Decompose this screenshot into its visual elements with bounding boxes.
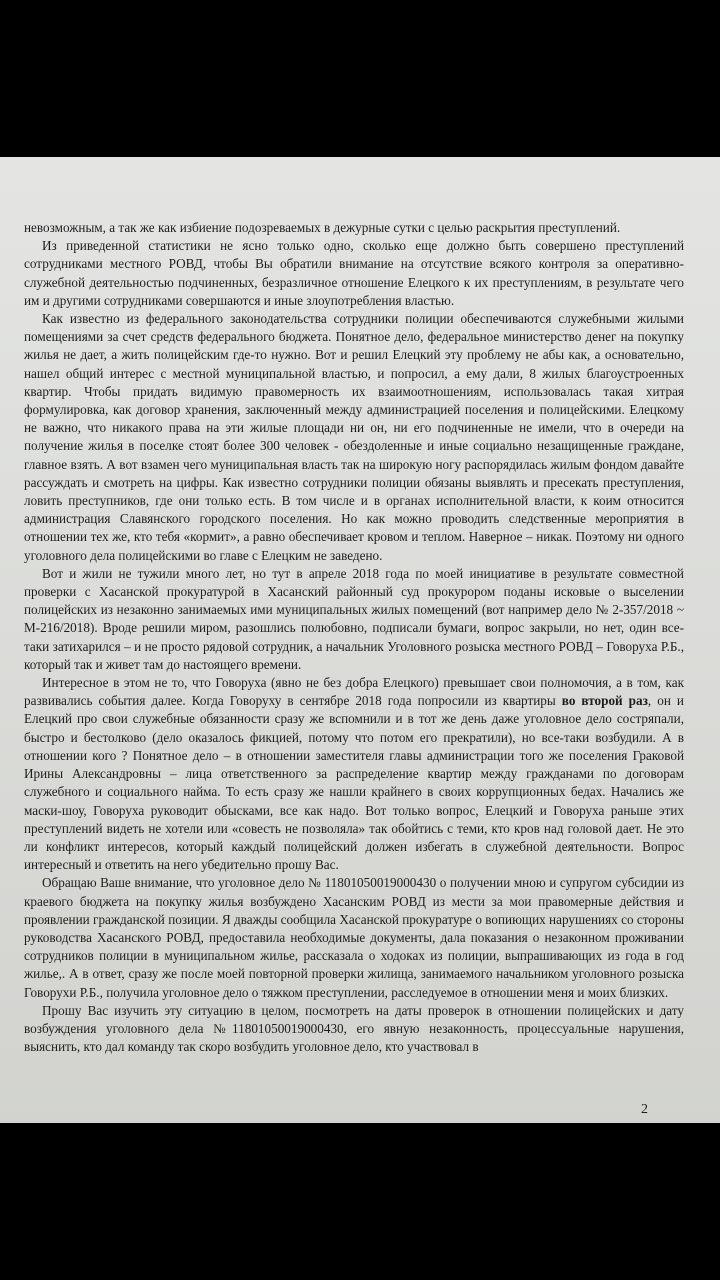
page-number: 2 xyxy=(641,1102,648,1117)
paragraph-1: невозможным, а так же как избиение подозреваемых в дежурные сутки с целью раскрытия преступлений. xyxy=(24,220,621,235)
paragraph-5 xyxy=(24,674,684,874)
paragraph-7: Прошу Вас изучить эту ситуацию в целом, посмотреть на даты проверок в отношении полицейских и дату возбуждения уголовного дела №11801050019000430, его явную незаконность, процессуальные нарушения, выяснить, кто дал команду так скоро возбудить уголовное дело, кто участвовал в xyxy=(24,1002,684,1055)
paragraph-3: Как известно из федерального законодательства сотрудники полиции обеспечиваются служебными жилыми помещениями за счет средств федерального бюджета. Понятное дело, федеральное министерство денег на покупку жилья не дает, а жить полицейским где-то нужно. Вот и решил Елецкий эту проблему не абы как, а основательно, нашел общий интерес с местной муниципальной властью, и попросил, а ему дали, 8 жилых благоустроенных квартир. Чтобы придать видимую правомерность их взаимоотношениям, использовалась такая хитрая формулировка, как договор хранения, заключенный между администрацией поселения и полицейскими. Елецкому не важно, что никакого права на эти жилые площади ни он, ни его подчиненные не имели, что в очереди на получение жилья в поселке стоят более 300 человек - обездоленные и иные социально незащищенные граждане, главное взять. А вот взамен чего муниципальная власть так на широкую ногу распорядилась жилым фондом давайте рассуждать и смотреть на цифры. Как известно сотрудники полиции обязаны выявлять и пресекать преступления, ловить преступников, где они только есть. В том числе и в органах исполнительной власти, к коим относится администрация Славянского городского поселения. Но как можно проводить следственные мероприятия в отношении тех же, кто тебя «кормит», а равно обеспечивает кровом и теплом. Наверное – никак. Поэтому ни одного уголовного дела полицейскими во главе с Елецким не заведено. xyxy=(24,311,684,563)
paragraph-4: Вот и жили не тужили много лет, но тут в апреле 2018 года по моей инициативе в результате совместной проверки с Хасанской прокуратурой в Хасанский районный суд прокурором поданы исковые о выселении полицейских из незаконно занимаемых ими муниципальных жилых помещений (вот например дело № 2-357/2018 ~ М-216/2018). Вроде решили миром, разошлись полюбовно, подписали бумаги, вопрос закрыли, но нет, один все-таки затихарился – и не просто рядовой сотрудник, а начальник Уголовного розыска местного РОВД – Говоруха Р.Б., который так и живет там до настоящего времени. xyxy=(24,565,684,672)
document-body xyxy=(24,219,684,1056)
paragraph-2: Из приведенной статистики не ясно только одно, сколько еще должно быть совершено преступлений сотрудниками местного РОВД, чтобы Вы обратили внимание на отсутствие всякого контроля за оперативно-служебной деятельностью подчиненных, безразличное отношение Елецкого к их преступлениям, в результате чего им и другими сотрудниками совершаются и иные злоупотребления властью. xyxy=(24,238,684,308)
paragraph-5-emphasis: во второй раз xyxy=(561,693,648,709)
paragraph-6: Обращаю Ваше внимание, что уголовное дело № 11801050019000430 о получении мною и супругом субсидии из краевого бюджета на покупку жилья возбуждено Хасанским РОВД из мести за мои правомерные действия и проявлении гражданской позиции. Я дважды сообщила Хасанской прокуратуре о вопиющих нарушениях со стороны руководства Хасанского РОВД, предоставила необходимые документы, дала показания о незаконном проживании сотрудников полиции в муниципальном жилье, рассказала о ходоках из полиции, выпрашивающих из года в год жилье,. А в ответ, сразу же после моей повторной проверки жилища, занимаемого начальником уголовного розыска Говорухи Р.Б., получила уголовное дело о тяжком преступлении, расследуемое в отношении меня и моих близких. xyxy=(24,875,684,1000)
paragraph-5-part-a: Интересное в этом не то, что Говоруха (явно не без добра Елецкого) превышает свои полномочия, а в том, как развивались события далее. Когда Говоруху в сентябре 2018 года попросили из квартиры xyxy=(24,675,684,709)
paragraph-5-part-b: , он и Елецкий про свои служебные обязанности сразу же вспомнили и в тот же день даже уголовное дело состряпали, быстро и бестолково (дело оказалось фикцией, потому что потом его прекратили), но все-таки возбудили. А в отношении кого ? Понятное дело – в отношении заместителя главы администрации того же поселения Граковой Ирины Александровны – лица ответственного за распределение квартир между гражданами по договорам служебного и социального найма. То есть сразу же нашли крайнего в своих коррупционных бедах. Начались же маски-шоу, Говоруха руководит обысками, все как надо. Вот только вопрос, Елецкий и Говоруха раньше этих преступлений видеть не хотели или «совесть не позволяла» так обойтись с теми, кто кров над головой дает. Не это ли конфликт интересов, который каждый полицейский должен избегать в служебной деятельности. Вопрос интересный и ответить на него убедительно прошу Вас. xyxy=(24,693,684,873)
document-page xyxy=(0,157,720,1123)
